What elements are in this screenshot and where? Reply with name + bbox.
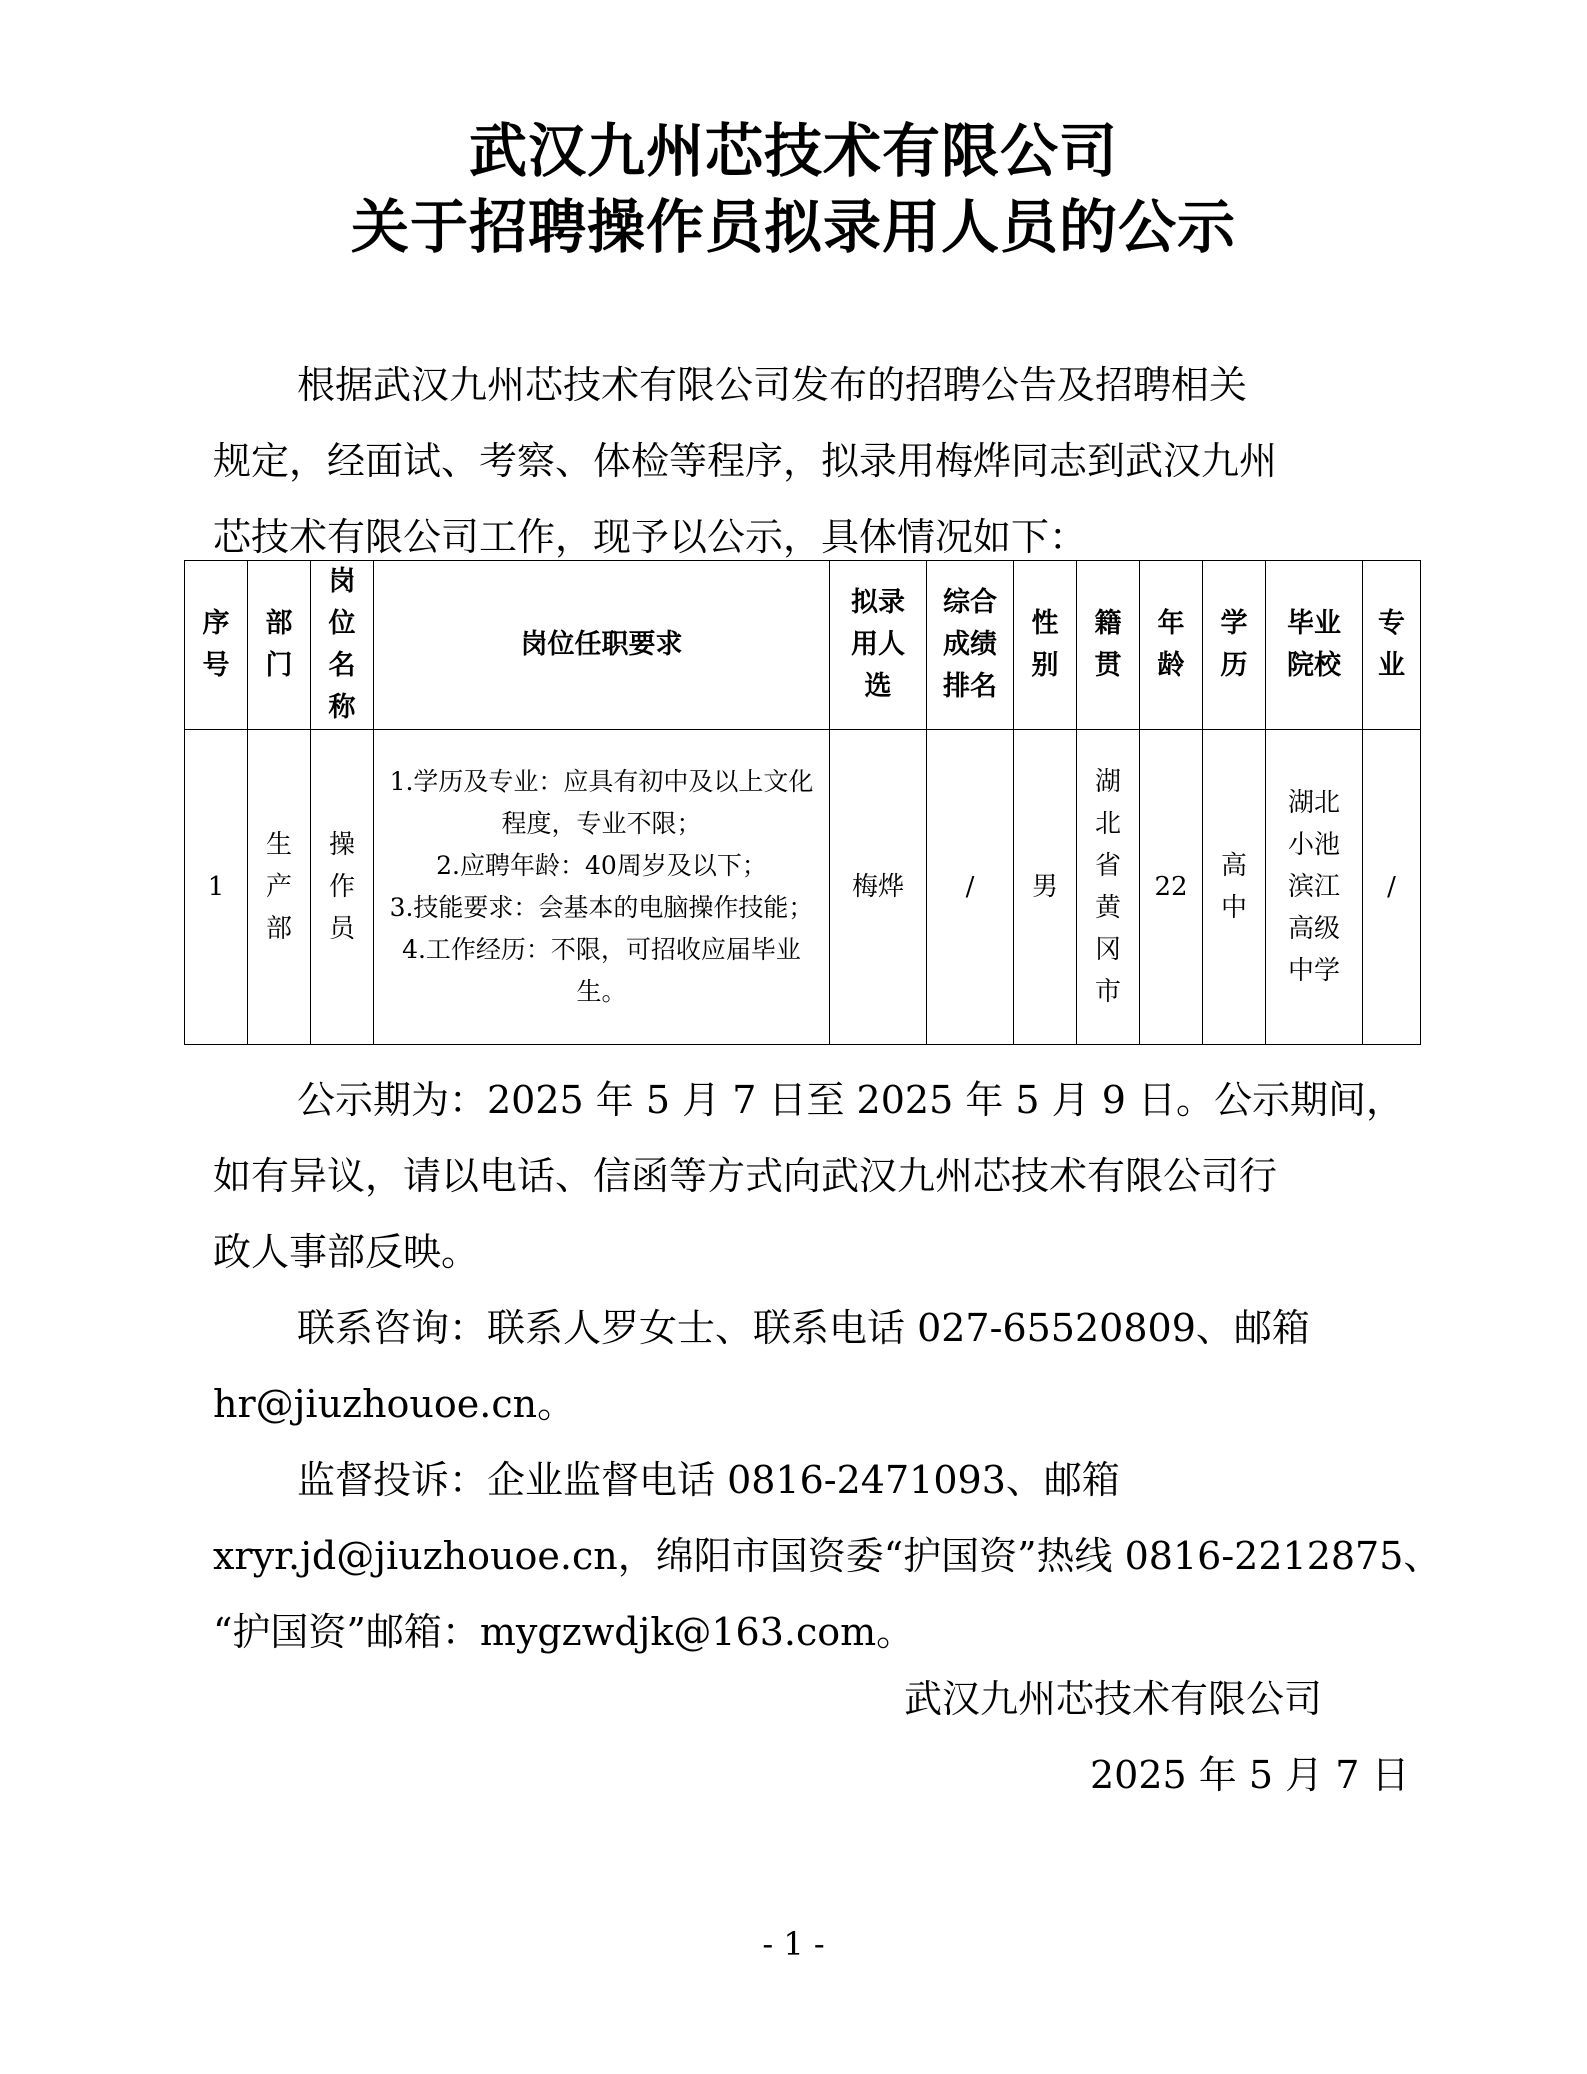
header-rank: 综合成绩排名 — [927, 561, 1014, 730]
cell-candidate: 梅烨 — [830, 730, 927, 1045]
contact-line-1: 联系咨询：联系人罗女士、联系电话 027-65520809、邮箱 — [297, 1306, 1310, 1350]
table-header-row — [185, 561, 1421, 730]
intro-line-3: 芯技术有限公司工作，现予以公示，具体情况如下： — [213, 515, 1088, 559]
period-line-1: 公示期为：2025 年 5 月 7 日至 2025 年 5 月 9 日。公示期间， — [297, 1078, 1404, 1122]
requirement-item-1: 1.学历及专业：应具有初中及以上文化程度，专业不限； — [389, 767, 814, 838]
supervision-line-2: xryr.jd@jiuzhouoe.cn，绵阳市国资委“护国资”热线 0816-2212875、 — [213, 1534, 1442, 1578]
cell-requirements — [374, 730, 830, 1045]
candidate-table — [184, 560, 1421, 1045]
header-requirements: 岗位任职要求 — [374, 561, 830, 730]
supervision-line-3: “护国资”邮箱：mygzwdjk@163.com。 — [213, 1610, 915, 1654]
page-number: - 1 - — [762, 1925, 825, 1963]
header-origin: 籍贯 — [1077, 561, 1140, 730]
cell-rank: / — [927, 730, 1014, 1045]
header-age: 年龄 — [1140, 561, 1203, 730]
cell-origin: 湖北省黄冈市 — [1077, 730, 1140, 1045]
header-major: 专业 — [1363, 561, 1421, 730]
table-row — [185, 730, 1421, 1045]
header-gender: 性别 — [1014, 561, 1077, 730]
header-post: 岗位名称 — [311, 561, 374, 730]
cell-seq: 1 — [185, 730, 248, 1045]
cell-major: / — [1363, 730, 1421, 1045]
supervision-line-1: 监督投诉：企业监督电话 0816-2471093、邮箱 — [297, 1458, 1120, 1502]
title-line-1: 武汉九州芯技术有限公司 — [468, 117, 1118, 185]
period-line-3: 政人事部反映。 — [213, 1230, 480, 1274]
period-paragraph — [213, 1062, 1404, 1290]
contact-paragraph — [213, 1290, 1393, 1442]
cell-age: 22 — [1140, 730, 1203, 1045]
header-education: 学历 — [1203, 561, 1266, 730]
requirement-item-3: 3.技能要求：会基本的电脑操作技能； — [389, 893, 814, 922]
cell-gender: 男 — [1014, 730, 1077, 1045]
intro-paragraph — [213, 347, 1393, 575]
intro-line-2: 规定，经面试、考察、体检等程序，拟录用梅烨同志到武汉九州 — [213, 439, 1278, 483]
supervision-paragraph — [213, 1442, 1442, 1670]
header-seq: 序号 — [185, 561, 248, 730]
requirement-item-2: 2.应聘年龄：40周岁及以下； — [436, 851, 767, 880]
cell-dept: 生产部 — [248, 730, 311, 1045]
signature-company: 武汉九州芯技术有限公司 — [904, 1677, 1323, 1721]
period-line-2: 如有异议，请以电话、信函等方式向武汉九州芯技术有限公司行 — [213, 1154, 1278, 1198]
contact-line-2: hr@jiuzhouoe.cn。 — [213, 1382, 576, 1426]
cell-post: 操作员 — [311, 730, 374, 1045]
header-dept: 部门 — [248, 561, 311, 730]
cell-education: 高中 — [1203, 730, 1266, 1045]
requirement-item-4: 4.工作经历：不限，可招收应届毕业生。 — [402, 935, 801, 1006]
intro-line-1: 根据武汉九州芯技术有限公司发布的招聘公告及招聘相关 — [297, 363, 1248, 407]
signature-date: 2025 年 5 月 7 日 — [1090, 1753, 1410, 1797]
cell-school: 湖北小池滨江高级中学 — [1266, 730, 1363, 1045]
header-school: 毕业院校 — [1266, 561, 1363, 730]
title-line-2: 关于招聘操作员拟录用人员的公示 — [350, 193, 1236, 261]
header-candidate: 拟录用人选 — [830, 561, 927, 730]
